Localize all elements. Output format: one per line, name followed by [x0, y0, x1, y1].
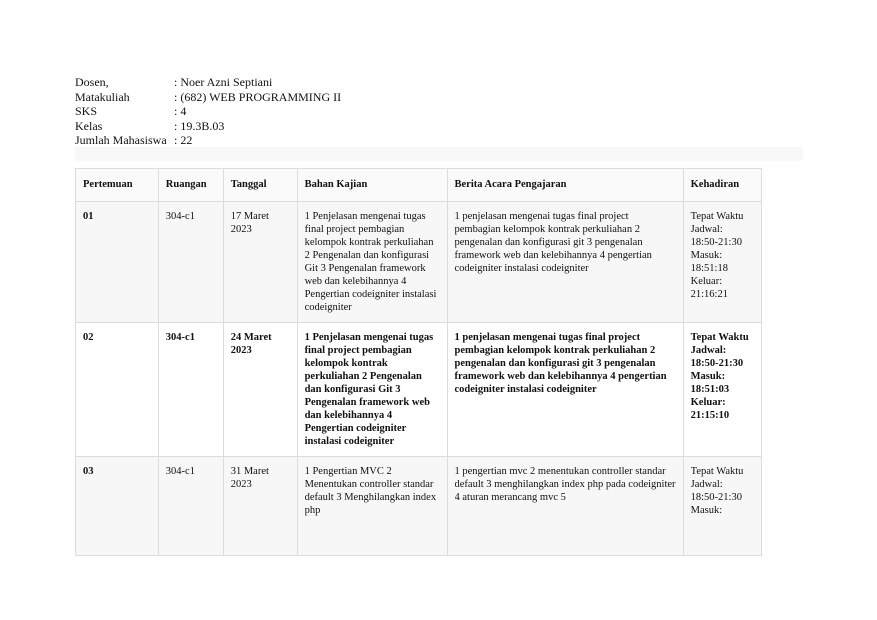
info-label: Matakuliah — [75, 89, 130, 104]
info-row-dosen — [75, 75, 341, 90]
kehadiran-line: Jadwal: — [690, 345, 727, 356]
cell-pertemuan: 01 — [76, 202, 159, 323]
cell-pertemuan: 02 — [76, 323, 159, 457]
cell-tanggal — [223, 457, 297, 556]
info-row-kelas — [75, 119, 341, 134]
cell-berita-acara: 1 penjelasan mengenai tugas final project pembagian kelompok kontrak perkuliahan 2 pengenalan dan konfigurasi git 3 pengenalan framework web dan kelebihannya 4 pengertian codeigniter instalasi codeigniter — [447, 323, 683, 457]
table-row — [76, 457, 762, 556]
table-row — [76, 323, 762, 457]
cell-bahan-kajian — [297, 457, 447, 556]
cell-bahan-kajian: 1 Penjelasan mengenai tugas final project pembagian kelompok kontrak perkuliahan 2 Pengenalan dan konfigurasi Git 3 Pengenalan framework web dan kelebihannya 4 Pengertian codeigniter instalasi codeigniter — [297, 202, 447, 323]
info-row-sks — [75, 104, 341, 119]
kehadiran-line: Tepat Waktu — [690, 211, 744, 222]
kehadiran-line: Jadwal: — [690, 479, 723, 490]
cell-ruangan: 304-c1 — [158, 202, 223, 323]
kehadiran-line: 21:16:21 — [690, 289, 728, 300]
table-header-row — [76, 169, 762, 202]
cell-kehadiran — [683, 202, 761, 323]
cell-text: 304-c1 — [165, 466, 195, 477]
cell-berita-acara: 1 penjelasan mengenai tugas final project pembagian kelompok kontrak perkuliahan 2 pengenalan dan konfigurasi git 3 pengenalan framework web dan kelebihannya 4 pengertian codeigniter instalasi codeigniter — [447, 202, 683, 323]
kehadiran-line: Keluar: — [690, 276, 723, 287]
cell-text — [691, 465, 755, 547]
header-tanggal: Tanggal — [223, 169, 297, 202]
info-value: : 22 — [174, 133, 193, 147]
header-berita-acara: Berita Acara Pengajaran — [447, 169, 683, 202]
separator-band — [75, 147, 803, 161]
kehadiran-line: 18:50-21:30 — [690, 237, 742, 248]
kehadiran-line: 18:50-21:30 — [690, 492, 742, 503]
kehadiran-line: Masuk: — [690, 250, 723, 261]
cell-kehadiran — [683, 323, 761, 457]
info-label: Kelas — [75, 118, 103, 133]
info-value: : 4 — [174, 104, 187, 118]
info-value: : (682) WEB PROGRAMMING II — [174, 89, 342, 104]
kehadiran-line: Keluar: — [690, 397, 726, 408]
header-pertemuan: Pertemuan — [76, 169, 159, 202]
kehadiran-line: 21:15:10 — [690, 410, 730, 421]
cell-berita-acara — [447, 457, 683, 556]
cell-tanggal: 17 Maret 2023 — [223, 202, 297, 323]
cell-kehadiran — [683, 457, 761, 556]
info-label: SKS — [75, 104, 98, 118]
cell-bahan-kajian: 1 Penjelasan mengenai tugas final project pembagian kelompok kontrak perkuliahan 2 Pengenalan dan konfigurasi Git 3 Pengenalan framework web dan kelebihannya 4 Pengertian codeigniter instalasi codeigniter — [297, 323, 447, 457]
info-row-jumlah-mahasiswa — [75, 133, 341, 148]
cell-ruangan: 304-c1 — [158, 323, 223, 457]
cell-ruangan — [158, 457, 223, 556]
info-row-matakuliah — [75, 90, 341, 105]
header-kehadiran: Kehadiran — [683, 169, 761, 202]
cell-pertemuan — [76, 457, 159, 556]
cell-tanggal: 24 Maret 2023 — [223, 323, 297, 457]
kehadiran-line: Masuk: — [690, 371, 726, 382]
kehadiran-line: Jadwal: — [690, 224, 723, 235]
kehadiran-line: Masuk: — [690, 505, 723, 516]
cell-text: 31 Maret 2023 — [230, 466, 269, 490]
kehadiran-line: Tepat Waktu — [690, 466, 744, 477]
info-label: Dosen, — [75, 75, 109, 89]
header-ruangan: Ruangan — [158, 169, 223, 202]
kehadiran-line: 18:51:03 — [690, 384, 730, 395]
kehadiran-line: 18:51:18 — [690, 263, 728, 274]
info-label: Jumlah Mahasiswa — [75, 133, 167, 147]
cell-text: 1 Pengertian MVC 2 Menentukan controller standar default 3 Menghilangkan index php — [304, 466, 437, 516]
header-bahan-kajian: Bahan Kajian — [297, 169, 447, 202]
info-value: : Noer Azni Septiani — [174, 75, 273, 89]
attendance-table — [75, 168, 762, 556]
info-value: : 19.3B.03 — [174, 118, 225, 133]
kehadiran-line: Tepat Waktu — [690, 332, 749, 343]
cell-text: 1 pengertian mvc 2 menentukan controller standar default 3 menghilangkan index php pada codeigniter 4 aturan merancang mvc 5 — [454, 466, 676, 503]
kehadiran-line: 18:50-21:30 — [690, 358, 744, 369]
cell-text: 03 — [83, 466, 94, 477]
table-row — [76, 202, 762, 323]
course-info — [75, 75, 341, 148]
